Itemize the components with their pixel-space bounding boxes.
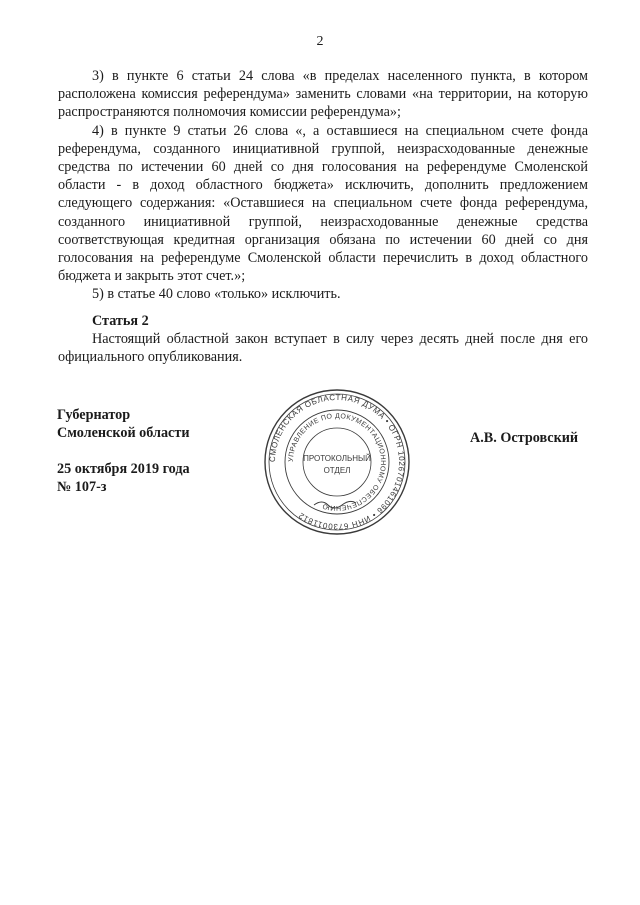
amendment-item-5: 5) в статье 40 слово «только» исключить.: [92, 286, 341, 303]
article-2-text: Настоящий областной закон вступает в силу через десять дней после дня его официального опубликования.: [58, 331, 588, 366]
stamp-outer-text: СМОЛЕНСКАЯ ОБЛАСТНАЯ ДУМА • ОГРН 1026701461096 • ИНН 6730011812: [267, 392, 407, 532]
signatory-title-line-2: Смоленской области: [57, 425, 190, 441]
signatory-name: А.В. Островский: [470, 430, 579, 446]
official-stamp: [262, 387, 412, 537]
amendments-list: [58, 67, 588, 304]
stamp-center-line-1: ПРОТОКОЛЬНЫЙ: [303, 454, 371, 463]
amendment-item-3: 3) в пункте 6 статьи 24 слова «в пределах населенного пункта, в котором расположена комиссия референдума» заменить словами «на территории, на которую распространяются полномочия комиссии референдума»;: [58, 68, 588, 121]
article-2-heading: Статья 2: [92, 313, 149, 329]
signatory-title-line-1: Губернатор: [57, 407, 131, 423]
signature-block: [57, 406, 190, 496]
law-date: 25 октября 2019 года: [57, 461, 190, 477]
amendment-item-4: 4) в пункте 9 статьи 26 слова «, а оставшиеся на специальном счете фонда референдума, созданного инициативной группой, неизрасходованные денежные средства по истечении 60 дней со дня голосования на референдуме Смоленской области - в доход областного бюджета» исключить, дополнить предложением следующего содержания: «Оставшиеся на специальном счете фонда референдума, созданного инициативной группой, неизрасходованные денежные средства соответствующая кредитная организация обязана по истечении 60 дней со дня голосования на референдуме Смоленской области перечислить в доход областного бюджета и закрыть этот счет.»;: [58, 122, 588, 285]
page-number: 2: [316, 34, 324, 49]
stamp-inner-text: УПРАВЛЕНИЕ ПО ДОКУМЕНТАЦИОННОМУ ОБЕСПЕЧЕНИЮ: [287, 412, 387, 512]
law-number: № 107-з: [57, 479, 107, 495]
stamp-center-line-2: ОТДЕЛ: [323, 466, 351, 475]
